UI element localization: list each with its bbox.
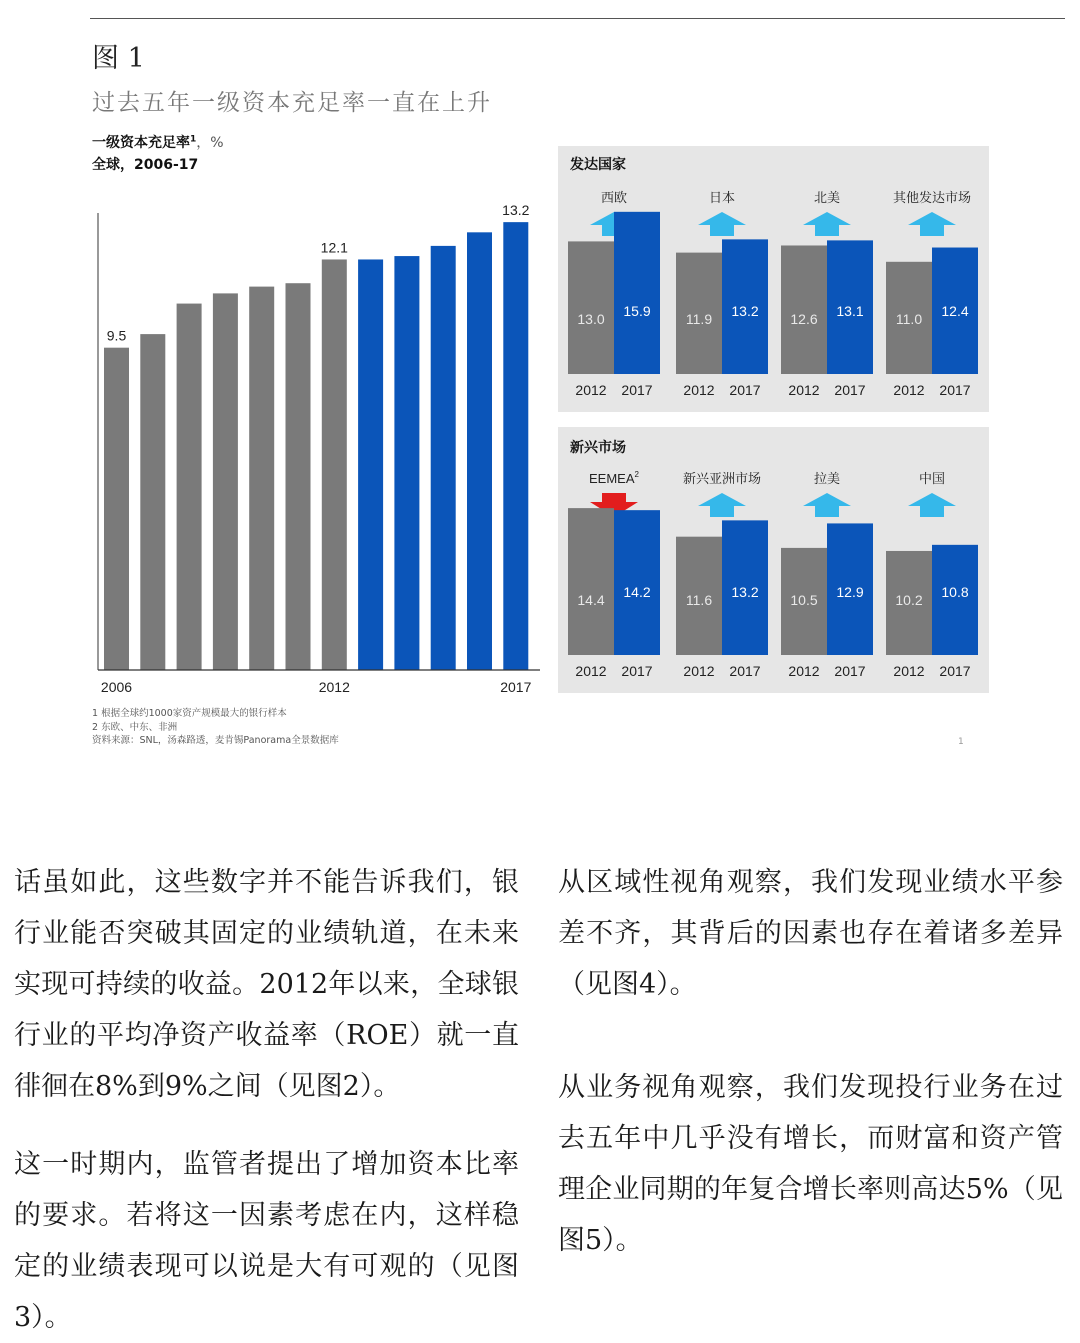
subtitle-main: 一级资本充足率 bbox=[92, 135, 190, 151]
x-tick-label-2012: 2012 bbox=[318, 679, 350, 695]
data-label-2012: 13.0 bbox=[577, 311, 605, 327]
data-label-2012: 10.5 bbox=[790, 592, 818, 608]
chart-scope: 全球，2006-17 bbox=[92, 157, 199, 173]
group-label-2: 拉美 bbox=[813, 471, 841, 486]
bar-2012 bbox=[781, 245, 827, 374]
bar-2006 bbox=[104, 348, 129, 670]
group-label-0: 西欧 bbox=[600, 190, 628, 205]
emerging-markets-chart bbox=[558, 427, 989, 693]
bar-2014 bbox=[394, 256, 419, 670]
developed-panel-title: 发达国家 bbox=[570, 157, 626, 173]
data-label-2006: 9.5 bbox=[106, 327, 127, 344]
x-tick-label-2017: 2017 bbox=[939, 663, 971, 679]
x-tick-label-2017: 2017 bbox=[939, 382, 971, 398]
data-label-2012: 11.9 bbox=[685, 311, 713, 327]
bar-2017 bbox=[614, 212, 660, 374]
data-label-2017: 12.9 bbox=[836, 584, 864, 600]
up-arrow-icon bbox=[908, 493, 956, 517]
up-arrow-icon bbox=[698, 212, 746, 236]
body-paragraph: 从业务视角观察，我们发现投行业务在过去五年中几乎没有增长，而财富和资产管理企业同期的年复合增长率则高达5%（见图5）。 bbox=[558, 1072, 1063, 1256]
x-tick-label-2017: 2017 bbox=[729, 663, 761, 679]
top-rule bbox=[90, 18, 1065, 19]
data-label-2017: 10.8 bbox=[941, 584, 969, 600]
body-paragraph: 话虽如此，这些数字并不能告诉我们，银行业能否突破其固定的业绩轨道，在未来实现可持续的收益。2012年以来，全球银行业的平均净资产收益率（ROE）就一直徘徊在8%到9%之间（见图2）。 bbox=[14, 867, 519, 1102]
global-tier1-chart bbox=[90, 185, 550, 700]
data-label-2012: 10.2 bbox=[895, 592, 923, 608]
bar-2010 bbox=[249, 287, 274, 670]
up-arrow-icon bbox=[803, 212, 851, 236]
data-label-2017: 14.2 bbox=[623, 584, 651, 600]
x-tick-label-2012: 2012 bbox=[575, 382, 607, 398]
x-tick-label-2012: 2012 bbox=[893, 663, 925, 679]
body-right-column bbox=[558, 857, 1063, 1266]
x-tick-label-2012: 2012 bbox=[575, 663, 607, 679]
source-note: 资料来源：SNL，汤森路透，麦肯锡Panorama全景数据库 bbox=[92, 735, 339, 746]
up-arrow-icon bbox=[908, 212, 956, 236]
group-label-3: 其他发达市场 bbox=[892, 190, 972, 205]
data-label-2012: 11.6 bbox=[685, 592, 713, 608]
developed-markets-panel bbox=[558, 146, 989, 412]
bar-2017 bbox=[503, 222, 528, 670]
x-tick-label-2017: 2017 bbox=[834, 663, 866, 679]
group-label-0: EEMEA$^2$ bbox=[589, 470, 639, 486]
data-label-2017: 13.2 bbox=[731, 303, 759, 319]
group-label-1: 日本 bbox=[708, 190, 736, 205]
x-tick-label-2017: 2017 bbox=[729, 382, 761, 398]
emerging-markets-panel bbox=[558, 427, 989, 693]
up-arrow-icon bbox=[803, 493, 851, 517]
bar-2017 bbox=[614, 510, 660, 655]
data-label-2012: 12.1 bbox=[320, 239, 348, 256]
bar-2015 bbox=[431, 246, 456, 670]
x-tick-label-2012: 2012 bbox=[788, 663, 820, 679]
data-label-2017: 13.1 bbox=[836, 303, 864, 319]
x-tick-label-2012: 2012 bbox=[893, 382, 925, 398]
footnote-1: 1 根据全球约1000家资产规模最大的银行样本 bbox=[92, 708, 287, 719]
emerging-panel-title: 新兴市场 bbox=[570, 440, 626, 456]
subtitle-unit: ，% bbox=[196, 135, 224, 151]
group-label-footnote-ref: 2 bbox=[634, 470, 639, 479]
data-label-2017: 13.2 bbox=[731, 584, 759, 600]
figure-label: 图 1 bbox=[92, 43, 145, 74]
body-left-column bbox=[14, 857, 519, 1343]
developed-markets-chart bbox=[558, 146, 989, 412]
x-tick-label-2012: 2012 bbox=[683, 382, 715, 398]
group-label-3: 中国 bbox=[918, 471, 946, 486]
data-label-2012: 12.6 bbox=[790, 311, 818, 327]
data-label-2017: 13.2 bbox=[502, 202, 530, 219]
bar-2012 bbox=[568, 241, 614, 374]
bar-2009 bbox=[213, 293, 238, 670]
x-tick-label-2012: 2012 bbox=[788, 382, 820, 398]
x-tick-label-2006: 2006 bbox=[100, 679, 133, 695]
x-tick-label-2017: 2017 bbox=[621, 382, 653, 398]
data-label-2017: 12.4 bbox=[941, 303, 969, 319]
bar-2012 bbox=[568, 508, 614, 655]
bar-2016 bbox=[467, 232, 492, 670]
data-label-2017: 15.9 bbox=[623, 303, 651, 319]
bar-2007 bbox=[140, 334, 165, 670]
x-tick-label-2017: 2017 bbox=[834, 382, 866, 398]
body-paragraph: 从区域性视角观察，我们发现业绩水平参差不齐，其背后的因素也存在着诸多差异（见图4）。 bbox=[558, 867, 1063, 1000]
group-label-1: 新兴亚洲市场 bbox=[682, 471, 762, 486]
x-tick-label-2017: 2017 bbox=[621, 663, 653, 679]
bar-2013 bbox=[358, 259, 383, 670]
bar-2008 bbox=[177, 304, 202, 670]
subtitle-footnote-ref: 1 bbox=[190, 134, 197, 145]
x-tick-label-2017: 2017 bbox=[500, 679, 532, 695]
footnotes bbox=[92, 707, 339, 748]
figure-title: 过去五年一级资本充足率一直在上升 bbox=[92, 90, 492, 116]
bar-2012 bbox=[322, 259, 347, 670]
footnote-2: 2 东欧、中东、非洲 bbox=[92, 721, 178, 733]
x-tick-label-2012: 2012 bbox=[683, 663, 715, 679]
page-number: 1 bbox=[958, 737, 964, 747]
group-label-2: 北美 bbox=[813, 190, 841, 205]
data-label-2012: 11.0 bbox=[895, 311, 923, 327]
chart-subtitle bbox=[92, 132, 224, 152]
body-paragraph: 这一时期内，监管者提出了增加资本比率的要求。若将这一因素考虑在内，这样稳定的业绩表现可以说是大有可观的（见图3）。 bbox=[14, 1149, 519, 1333]
up-arrow-icon bbox=[698, 493, 746, 517]
data-label-2012: 14.4 bbox=[577, 592, 605, 608]
bar-2011 bbox=[286, 283, 311, 670]
